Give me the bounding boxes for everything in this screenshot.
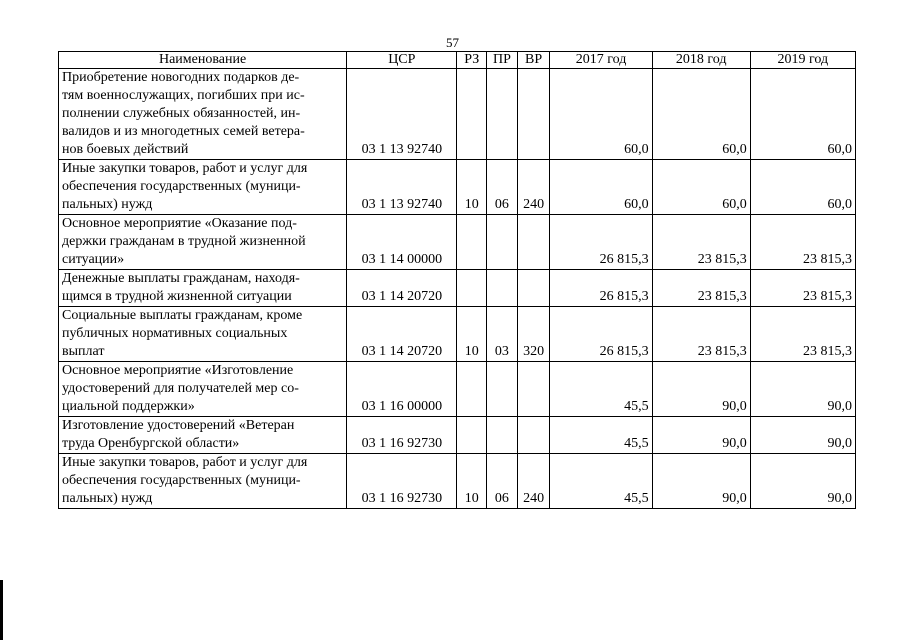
name-line: щимся в трудной жизненной ситуации: [62, 289, 292, 304]
cell-2018: 23 815,3: [652, 215, 750, 270]
cell-pr: 03: [487, 307, 518, 362]
table-row: [59, 69, 856, 160]
budget-table: [58, 51, 856, 509]
column-header-csr: ЦСР: [347, 52, 457, 69]
cell-name: [59, 270, 347, 307]
cell-vr: 320: [517, 307, 550, 362]
name-line: выплат: [62, 344, 105, 359]
cell-2017: 45,5: [550, 362, 652, 417]
cell-name: [59, 417, 347, 454]
cell-name: [59, 215, 347, 270]
cell-2018: 90,0: [652, 362, 750, 417]
cell-2019: 23 815,3: [750, 215, 855, 270]
cell-pr: [487, 270, 518, 307]
name-line: обеспечения государственных (муници-: [62, 179, 301, 194]
cell-rz: [457, 69, 487, 160]
cell-name: [59, 362, 347, 417]
table-row: [59, 362, 856, 417]
table-row: [59, 454, 856, 509]
cell-2018: 60,0: [652, 69, 750, 160]
cell-vr: 240: [517, 160, 550, 215]
cell-2018: 90,0: [652, 417, 750, 454]
column-header-name: Наименование: [59, 52, 347, 69]
cell-2019: 23 815,3: [750, 307, 855, 362]
cell-csr: 03 1 16 92730: [347, 417, 457, 454]
cell-2018: 23 815,3: [652, 307, 750, 362]
name-line: удостоверений для получателей мер со-: [62, 381, 299, 396]
table-row: [59, 160, 856, 215]
cell-pr: [487, 215, 518, 270]
name-line: полнении служебных обязанностей, ин-: [62, 106, 301, 121]
cell-2018: 90,0: [652, 454, 750, 509]
name-line: циальной поддержки»: [62, 399, 195, 414]
cell-pr: 06: [487, 160, 518, 215]
name-line: публичных нормативных социальных: [62, 326, 288, 341]
name-line: Иные закупки товаров, работ и услуг для: [62, 455, 308, 470]
cell-2018: 23 815,3: [652, 270, 750, 307]
cell-vr: [517, 362, 550, 417]
cell-2017: 26 815,3: [550, 270, 652, 307]
name-line: пальных) нужд: [62, 491, 153, 506]
cell-csr: 03 1 16 00000: [347, 362, 457, 417]
column-header-vr: ВР: [517, 52, 550, 69]
cell-csr: 03 1 13 92740: [347, 160, 457, 215]
cell-rz: 10: [457, 160, 487, 215]
cell-2019: 90,0: [750, 417, 855, 454]
column-header-2019: 2019 год: [750, 52, 855, 69]
cell-2019: 23 815,3: [750, 270, 855, 307]
name-line: тям военнослужащих, погибших при ис-: [62, 88, 305, 103]
name-line: Основное мероприятие «Оказание под-: [62, 216, 297, 231]
scan-edge-mark: [0, 580, 3, 640]
cell-2017: 26 815,3: [550, 307, 652, 362]
cell-csr: 03 1 14 20720: [347, 270, 457, 307]
name-line: держки гражданам в трудной жизненной: [62, 234, 306, 249]
name-line: Основное мероприятие «Изготовление: [62, 363, 294, 378]
name-line: нов боевых действий: [62, 142, 189, 157]
cell-rz: [457, 362, 487, 417]
column-header-2017: 2017 год: [550, 52, 652, 69]
cell-rz: 10: [457, 454, 487, 509]
cell-rz: [457, 270, 487, 307]
cell-name: [59, 160, 347, 215]
cell-2017: 45,5: [550, 454, 652, 509]
cell-csr: 03 1 13 92740: [347, 69, 457, 160]
cell-rz: [457, 417, 487, 454]
cell-rz: [457, 215, 487, 270]
column-header-pr: ПР: [487, 52, 518, 69]
table-row: [59, 270, 856, 307]
cell-name: [59, 454, 347, 509]
cell-name: [59, 69, 347, 160]
cell-vr: 240: [517, 454, 550, 509]
name-line: валидов и из многодетных семей ветера-: [62, 124, 305, 139]
cell-pr: [487, 362, 518, 417]
column-header-2018: 2018 год: [652, 52, 750, 69]
cell-name: [59, 307, 347, 362]
cell-vr: [517, 270, 550, 307]
cell-2018: 60,0: [652, 160, 750, 215]
table-header-row: [59, 52, 856, 69]
name-line: труда Оренбургской области»: [62, 436, 240, 451]
cell-rz: 10: [457, 307, 487, 362]
cell-pr: 06: [487, 454, 518, 509]
cell-csr: 03 1 14 20720: [347, 307, 457, 362]
cell-csr: 03 1 16 92730: [347, 454, 457, 509]
cell-2017: 60,0: [550, 160, 652, 215]
column-header-rz: РЗ: [457, 52, 487, 69]
table-row: [59, 215, 856, 270]
cell-pr: [487, 69, 518, 160]
cell-csr: 03 1 14 00000: [347, 215, 457, 270]
name-line: обеспечения государственных (муници-: [62, 473, 301, 488]
name-line: Иные закупки товаров, работ и услуг для: [62, 161, 308, 176]
cell-vr: [517, 417, 550, 454]
table-row: [59, 417, 856, 454]
cell-2019: 60,0: [750, 69, 855, 160]
cell-2019: 60,0: [750, 160, 855, 215]
cell-vr: [517, 215, 550, 270]
cell-2017: 45,5: [550, 417, 652, 454]
table-body: [59, 69, 856, 509]
page-number: 57: [446, 35, 459, 50]
cell-2019: 90,0: [750, 454, 855, 509]
table-row: [59, 307, 856, 362]
name-line: пальных) нужд: [62, 197, 153, 212]
name-line: Приобретение новогодних подарков де-: [62, 70, 300, 85]
cell-vr: [517, 69, 550, 160]
cell-2019: 90,0: [750, 362, 855, 417]
cell-2017: 26 815,3: [550, 215, 652, 270]
cell-pr: [487, 417, 518, 454]
name-line: Денежные выплаты гражданам, находя-: [62, 271, 300, 286]
name-line: Изготовление удостоверений «Ветеран: [62, 418, 295, 433]
name-line: ситуации»: [62, 252, 125, 267]
cell-2017: 60,0: [550, 69, 652, 160]
name-line: Социальные выплаты гражданам, кроме: [62, 308, 303, 323]
